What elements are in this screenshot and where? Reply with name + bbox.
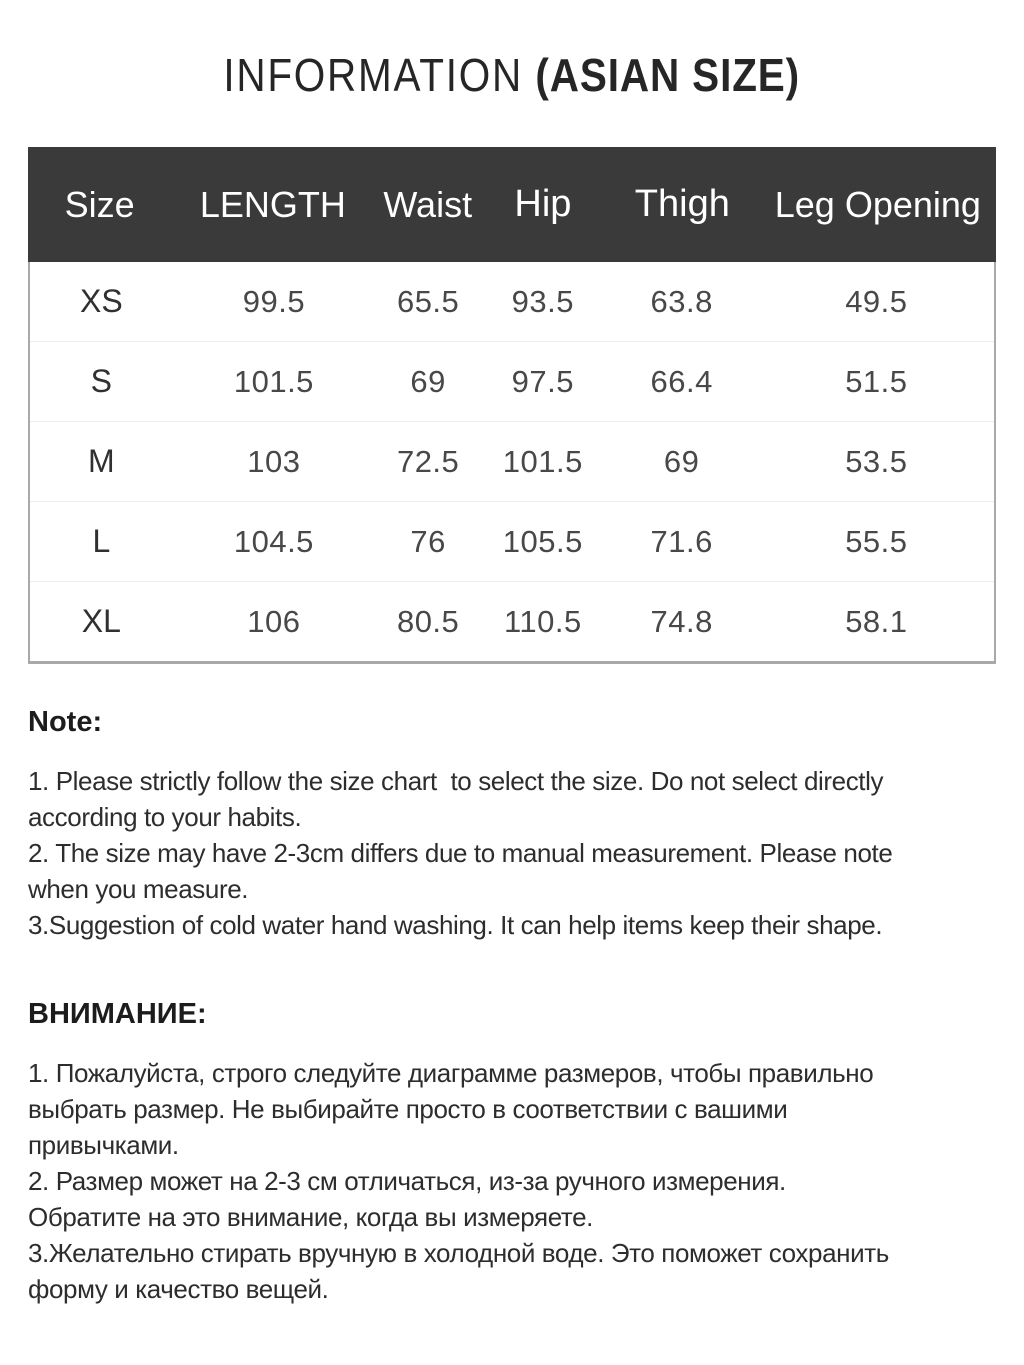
hip-cell: 93.5	[511, 283, 574, 319]
thigh-cell: 66.4	[650, 363, 713, 399]
table-row-xs	[30, 262, 994, 341]
table-row-m	[30, 421, 994, 501]
hip-cell: 101.5	[502, 443, 583, 479]
length-cell: 104.5	[233, 523, 314, 559]
note-line: 1. Please strictly follow the size chart to select the size. Do not select directly	[28, 766, 884, 796]
attention-heading: ВНИМАНИЕ:	[28, 998, 207, 1030]
length-cell: 101.5	[233, 363, 314, 399]
title-bold-part: (ASIAN SIZE)	[535, 49, 801, 101]
note-paragraphs	[28, 763, 996, 943]
size-table-header-row	[28, 147, 996, 262]
size-cell: XS	[79, 283, 123, 319]
leg-opening-cell: 55.5	[845, 523, 908, 559]
size-cell: M	[88, 443, 115, 479]
attention-line: Обратите на это внимание, когда вы измеряете.	[28, 1202, 593, 1232]
size-table	[28, 147, 996, 664]
column-header-size: Size	[64, 183, 135, 225]
length-cell: 99.5	[242, 283, 306, 319]
thigh-cell: 71.6	[650, 523, 713, 559]
leg-opening-cell: 58.1	[845, 603, 908, 639]
size-cell: S	[90, 363, 112, 399]
size-table-body	[28, 262, 996, 664]
table-row-l	[30, 501, 994, 581]
note-line: according to your habits.	[28, 802, 302, 832]
attention-line: 3.Желательно стирать вручную в холодной воде. Это поможет сохранить	[28, 1238, 889, 1268]
attention-line: 2. Размер может на 2-3 см отличаться, из-за ручного измерения.	[28, 1166, 786, 1196]
page-title-text	[224, 48, 801, 102]
size-cell: XL	[81, 603, 121, 639]
column-header-waist: Waist	[383, 183, 473, 225]
column-header-thigh: Thigh	[634, 183, 730, 225]
column-header-hip: Hip	[514, 183, 572, 225]
page-title	[28, 0, 996, 102]
attention-line: выбрать размер. Не выбирайте просто в соответствии с вашими	[28, 1094, 788, 1124]
note-line: 3.Suggestion of cold water hand washing. It can help items keep their shape.	[28, 910, 883, 940]
attention-line: 1. Пожалуйста, строго следуйте диаграмме размеров, чтобы правильно	[28, 1058, 874, 1088]
table-row-xl	[30, 581, 994, 661]
length-cell: 103	[247, 443, 301, 479]
thigh-cell: 74.8	[650, 603, 713, 639]
attention-line: форму и качество вещей.	[28, 1274, 329, 1304]
note-heading: Note:	[28, 706, 103, 738]
leg-opening-cell: 53.5	[845, 443, 908, 479]
hip-cell: 97.5	[511, 363, 574, 399]
attention-paragraphs	[28, 1055, 996, 1307]
waist-cell: 65.5	[396, 283, 460, 319]
title-regular-part: INFORMATION	[223, 49, 524, 101]
column-header-leg-opening: Leg Opening	[774, 183, 981, 225]
size-cell: L	[92, 523, 111, 559]
waist-cell: 69	[410, 363, 446, 399]
leg-opening-cell: 51.5	[845, 363, 908, 399]
column-header-length: LENGTH	[199, 183, 346, 225]
hip-cell: 105.5	[502, 523, 583, 559]
thigh-cell: 63.8	[650, 283, 713, 319]
table-row-s	[30, 341, 994, 421]
leg-opening-cell: 49.5	[845, 283, 908, 319]
note-line: 2. The size may have 2-3cm differs due to manual measurement. Please note	[28, 838, 893, 868]
waist-cell: 72.5	[396, 443, 460, 479]
length-cell: 106	[247, 603, 301, 639]
thigh-cell: 69	[663, 443, 700, 479]
note-line: when you measure.	[28, 874, 249, 904]
waist-cell: 80.5	[396, 603, 460, 639]
attention-line: привычками.	[28, 1130, 179, 1160]
waist-cell: 76	[410, 523, 446, 559]
hip-cell: 110.5	[503, 603, 582, 639]
